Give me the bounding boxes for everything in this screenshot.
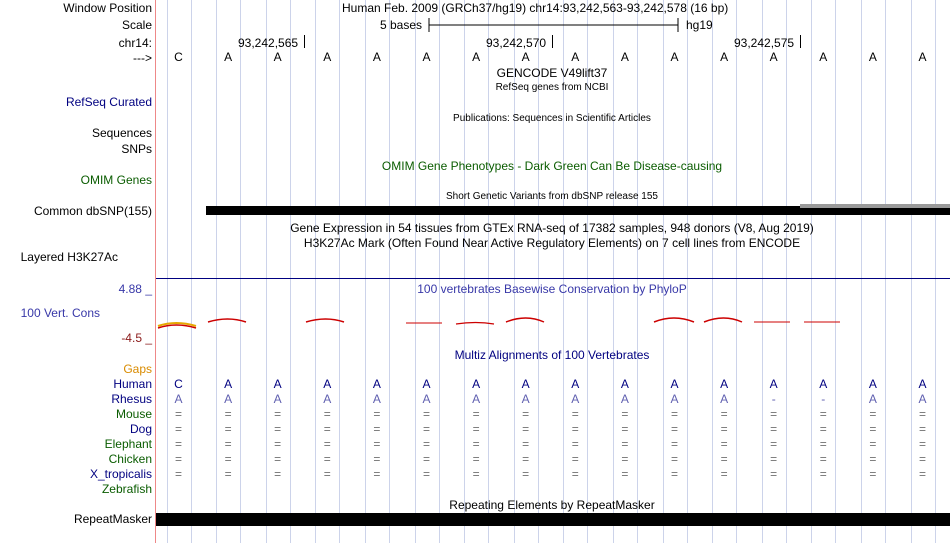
- alignment-base: =: [918, 452, 926, 466]
- alignment-base: A: [868, 392, 877, 406]
- alignment-base: =: [720, 467, 728, 481]
- alignment-base: =: [720, 407, 728, 421]
- coord-tick-2: [552, 35, 553, 48]
- base-letter: A: [273, 50, 282, 64]
- alignment-base: =: [621, 422, 629, 436]
- alignment-base: =: [522, 467, 530, 481]
- snps-track-label[interactable]: SNPs: [121, 142, 152, 156]
- dbsnp-variant-bar[interactable]: [206, 206, 800, 215]
- coord-label-1: 93,242,565: [238, 36, 299, 50]
- alignment-base: =: [522, 452, 530, 466]
- alignment-base: =: [274, 452, 282, 466]
- alignment-base: A: [224, 377, 233, 391]
- scale-text: 5 bases: [380, 18, 423, 32]
- alignment-base: A: [571, 377, 580, 391]
- alignment-base: =: [522, 422, 530, 436]
- alignment-base: =: [373, 422, 381, 436]
- base-letter: A: [868, 50, 877, 64]
- alignment-base: =: [323, 437, 331, 451]
- alignment-base: =: [670, 422, 678, 436]
- base-letter: A: [224, 50, 233, 64]
- dbsnp-variant-shade: [800, 204, 950, 208]
- alignment-base: =: [323, 422, 331, 436]
- alignment-base: =: [373, 437, 381, 451]
- gaps-label[interactable]: Gaps: [123, 362, 152, 376]
- browser-track-area[interactable]: [156, 0, 950, 543]
- alignment-base: =: [720, 437, 728, 451]
- alignment-base: A: [720, 377, 729, 391]
- cons-max-label: 4.88 _: [118, 282, 152, 296]
- cons-min-label: -4.5 _: [121, 331, 152, 345]
- alignment-base: A: [918, 377, 927, 391]
- coord-label-3: 93,242,575: [734, 36, 795, 50]
- h3k27ac-track-title: H3K27Ac Mark (Often Found Near Active Regulatory Elements) on 7 cell lines from ENCODE: [303, 236, 801, 250]
- alignment-base: =: [274, 407, 282, 421]
- alignment-base: =: [918, 407, 926, 421]
- alignment-base: =: [869, 437, 877, 451]
- sequences-track-label[interactable]: Sequences: [91, 126, 152, 140]
- alignment-base: =: [670, 437, 678, 451]
- repeat-track-title: Repeating Elements by RepeatMasker: [449, 498, 655, 512]
- alignment-base: =: [422, 422, 430, 436]
- alignment-base: =: [571, 452, 579, 466]
- gridline: [935, 0, 936, 543]
- dbsnp-track-label[interactable]: Common dbSNP(155): [33, 204, 152, 218]
- gridline: [389, 0, 390, 543]
- base-letter: A: [670, 50, 679, 64]
- alignment-base: =: [472, 422, 480, 436]
- strand-arrow-label[interactable]: --->: [133, 51, 152, 65]
- h3k27ac-baseline: [156, 278, 950, 279]
- alignment-base: =: [918, 467, 926, 481]
- omim-track-title: OMIM Gene Phenotypes - Dark Green Can Be Disease-causing: [381, 159, 723, 173]
- alignment-base: =: [472, 467, 480, 481]
- alignment-base: =: [670, 467, 678, 481]
- alignment-base: A: [918, 392, 927, 406]
- alignment-base: =: [621, 437, 629, 451]
- gridline: [240, 0, 241, 543]
- base-letter: A: [372, 50, 381, 64]
- gridline: [885, 0, 886, 543]
- alignment-base: =: [819, 452, 827, 466]
- species-label[interactable]: Elephant: [104, 437, 152, 451]
- alignment-base: =: [373, 407, 381, 421]
- alignment-base: =: [174, 422, 182, 436]
- refseq-track-label[interactable]: RefSeq Curated: [65, 95, 152, 109]
- alignment-base: A: [571, 392, 580, 406]
- alignment-base: =: [373, 467, 381, 481]
- refseq-track-subtitle: RefSeq genes from NCBI: [495, 82, 609, 93]
- alignment-base: A: [224, 392, 233, 406]
- base-letter: A: [422, 50, 431, 64]
- alignment-base: =: [819, 437, 827, 451]
- scale-bar: [426, 16, 682, 34]
- coord-label-2: 93,242,570: [486, 36, 547, 50]
- alignment-base: A: [670, 392, 679, 406]
- base-letter: A: [720, 50, 729, 64]
- gencode-track-title: GENCODE V49lift37: [496, 66, 608, 80]
- gridline: [464, 0, 465, 543]
- alignment-base: =: [869, 407, 877, 421]
- alignment-base: =: [274, 422, 282, 436]
- alignment-base: =: [422, 407, 430, 421]
- alignment-base: A: [521, 392, 530, 406]
- alignment-base: =: [869, 452, 877, 466]
- alignment-base: =: [621, 452, 629, 466]
- alignment-base: =: [720, 452, 728, 466]
- cons-track-label[interactable]: 100 Vert. Cons: [20, 306, 100, 320]
- alignment-base: =: [869, 422, 877, 436]
- dbsnp-track-title: Short Genetic Variants from dbSNP release 155: [446, 191, 658, 202]
- alignment-base: =: [571, 422, 579, 436]
- alignment-base: =: [621, 407, 629, 421]
- alignment-base: A: [670, 377, 679, 391]
- alignment-base: =: [522, 407, 530, 421]
- alignment-base: A: [323, 377, 332, 391]
- alignment-base: A: [372, 392, 381, 406]
- gridline: [290, 0, 291, 543]
- alignment-base: =: [869, 467, 877, 481]
- gridline: [191, 0, 192, 543]
- coord-tick-3: [800, 35, 801, 48]
- base-letter: A: [571, 50, 580, 64]
- gridline: [861, 0, 862, 543]
- alignment-base: =: [819, 407, 827, 421]
- alignment-base: A: [422, 392, 431, 406]
- alignment-base: A: [620, 377, 629, 391]
- alignment-base: A: [819, 377, 828, 391]
- alignment-base: A: [273, 377, 282, 391]
- alignment-base: =: [422, 452, 430, 466]
- base-letter: C: [174, 50, 183, 64]
- species-label[interactable]: Dog: [129, 422, 152, 436]
- alignment-base: A: [323, 392, 332, 406]
- base-letter: A: [620, 50, 629, 64]
- alignment-base: =: [274, 437, 282, 451]
- gridline: [339, 0, 340, 543]
- alignment-base: A: [620, 392, 629, 406]
- alignment-base: =: [720, 422, 728, 436]
- gridline: [315, 0, 316, 543]
- alignment-base: =: [422, 467, 430, 481]
- gridline: [613, 0, 614, 543]
- alignment-base: A: [769, 377, 778, 391]
- alignment-base: =: [174, 467, 182, 481]
- alignment-base: =: [522, 437, 530, 451]
- alignment-base: =: [918, 422, 926, 436]
- window-position-text: Human Feb. 2009 (GRCh37/hg19) chr14:93,242,563-93,242,578 (16 bp): [342, 1, 729, 15]
- repeatmasker-track-label[interactable]: RepeatMasker: [73, 512, 152, 526]
- conservation-graph[interactable]: [156, 310, 950, 334]
- assembly-text: hg19: [686, 18, 713, 32]
- alignment-base: A: [422, 377, 431, 391]
- alignment-base: =: [571, 437, 579, 451]
- alignment-base: =: [224, 407, 232, 421]
- window-position-label: Window Position: [63, 1, 152, 15]
- alignment-base: =: [472, 437, 480, 451]
- repeatmasker-bar[interactable]: [156, 513, 950, 526]
- alignment-base: -: [821, 392, 826, 406]
- base-letter: A: [819, 50, 828, 64]
- gridline: [736, 0, 737, 543]
- species-label[interactable]: X_tropicalis: [89, 467, 152, 481]
- gridline: [488, 0, 489, 543]
- alignment-base: =: [770, 422, 778, 436]
- alignment-base: =: [224, 467, 232, 481]
- alignment-base: =: [770, 437, 778, 451]
- base-letter: A: [472, 50, 481, 64]
- alignment-base: =: [670, 452, 678, 466]
- alignment-base: =: [918, 437, 926, 451]
- base-letter: A: [769, 50, 778, 64]
- alignment-base: =: [224, 437, 232, 451]
- species-label[interactable]: Zebrafish: [101, 482, 152, 496]
- alignment-base: =: [571, 407, 579, 421]
- species-label[interactable]: Chicken: [108, 452, 152, 466]
- gridline: [811, 0, 812, 543]
- species-label-list: [0, 0, 154, 543]
- alignment-base: A: [720, 392, 729, 406]
- cons-track-title: 100 vertebrates Basewise Conservation by PhyloP: [417, 282, 687, 296]
- species-label[interactable]: Rhesus: [111, 392, 152, 406]
- alignment-base: =: [274, 467, 282, 481]
- alignment-base: A: [472, 377, 481, 391]
- alignment-base: =: [621, 467, 629, 481]
- scale-label: Scale: [121, 18, 152, 32]
- alignment-base: A: [372, 377, 381, 391]
- alignment-base: =: [819, 422, 827, 436]
- gridline: [216, 0, 217, 543]
- publications-track-title: Publications: Sequences in Scientific Articles: [453, 113, 651, 124]
- alignment-base: A: [174, 392, 183, 406]
- alignment-base: A: [472, 392, 481, 406]
- chr-label: chr14:: [118, 36, 152, 50]
- gridline: [365, 0, 366, 543]
- gridline: [439, 0, 440, 543]
- alignment-base: =: [323, 407, 331, 421]
- gridline: [835, 0, 836, 543]
- base-letter: A: [521, 50, 530, 64]
- alignment-base: =: [174, 437, 182, 451]
- gtex-track-title: Gene Expression in 54 tissues from GTEx RNA-seq of 17382 samples, 948 donors (V8, Aug 2019): [290, 221, 814, 235]
- track-label-column: [0, 0, 154, 543]
- alignment-base: =: [422, 437, 430, 451]
- gridline: [687, 0, 688, 543]
- gridline: [712, 0, 713, 543]
- omim-track-label[interactable]: OMIM Genes: [80, 173, 152, 187]
- alignment-base: =: [770, 452, 778, 466]
- alignment-base: =: [174, 407, 182, 421]
- alignment-base: =: [224, 452, 232, 466]
- multiz-track-title: Multiz Alignments of 100 Vertebrates: [454, 348, 650, 362]
- species-label[interactable]: Human: [113, 377, 152, 391]
- alignment-base: =: [571, 467, 579, 481]
- alignment-base: =: [670, 407, 678, 421]
- alignment-base: =: [472, 407, 480, 421]
- alignment-base: C: [174, 377, 183, 391]
- alignment-base: =: [770, 467, 778, 481]
- alignment-base: =: [323, 467, 331, 481]
- alignment-base: =: [174, 452, 182, 466]
- alignment-base: =: [770, 407, 778, 421]
- alignment-base: A: [868, 377, 877, 391]
- alignment-base: =: [224, 422, 232, 436]
- alignment-base: =: [323, 452, 331, 466]
- alignment-base: A: [273, 392, 282, 406]
- base-letter: A: [918, 50, 927, 64]
- h3k27ac-track-label[interactable]: Layered H3K27Ac: [20, 250, 118, 264]
- alignment-base: =: [819, 467, 827, 481]
- gridline: [637, 0, 638, 543]
- gridline: [786, 0, 787, 543]
- alignment-base: A: [521, 377, 530, 391]
- alignment-base: -: [771, 392, 776, 406]
- species-label[interactable]: Mouse: [115, 407, 152, 421]
- coord-tick-1: [304, 35, 305, 48]
- alignment-base: =: [472, 452, 480, 466]
- alignment-base: =: [373, 452, 381, 466]
- base-letter: A: [323, 50, 332, 64]
